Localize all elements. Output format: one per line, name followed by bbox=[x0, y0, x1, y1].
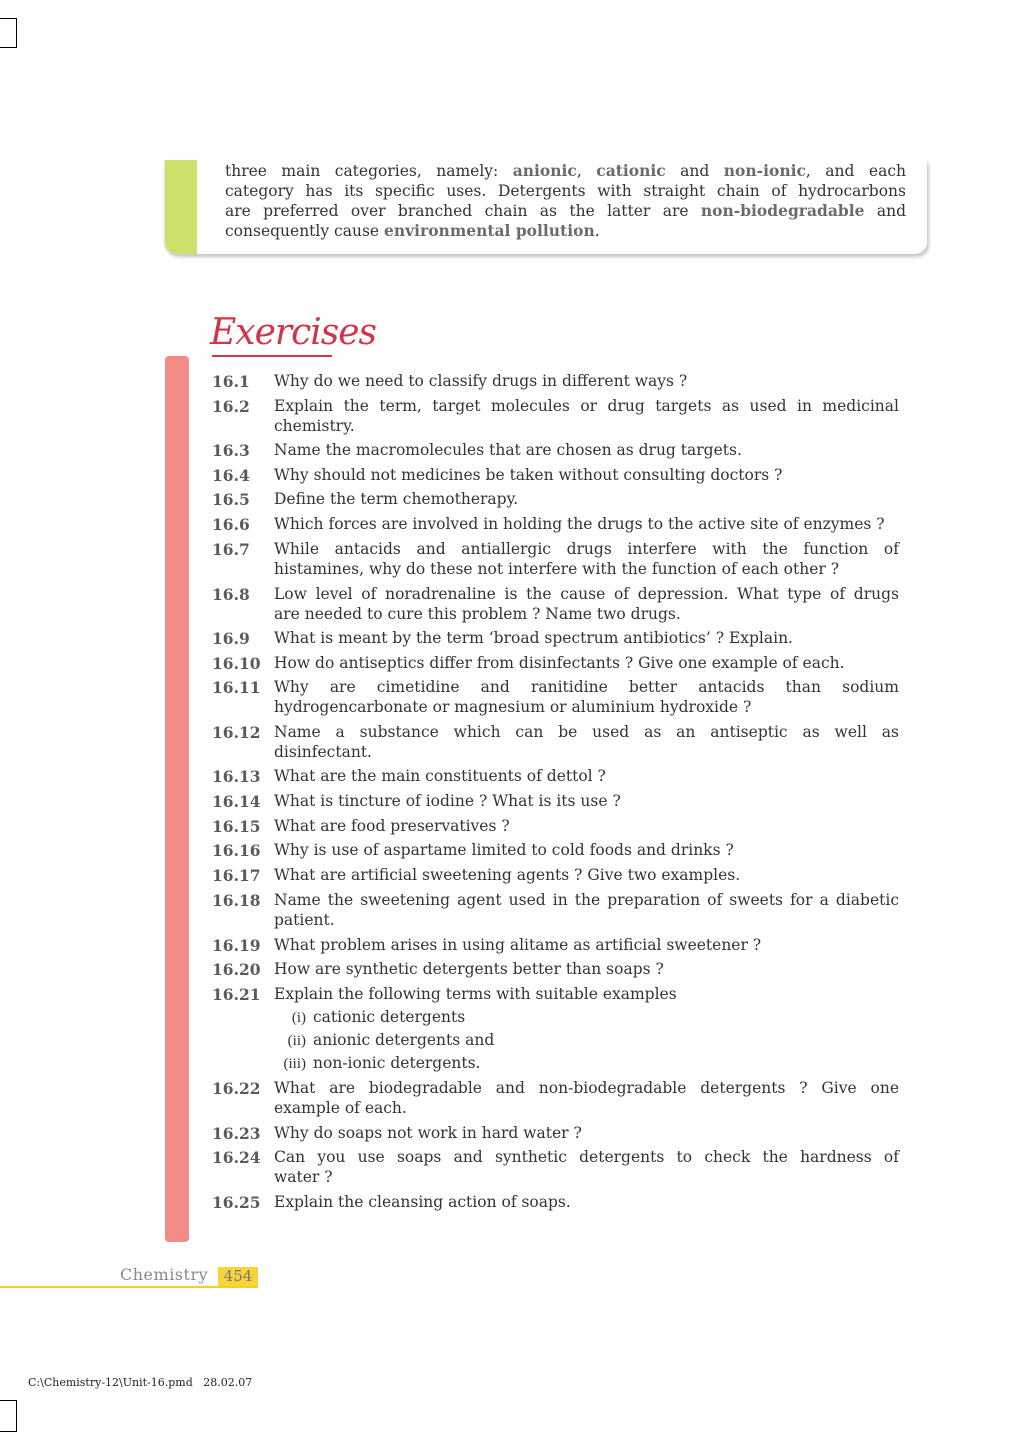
question-line: histamines, why do these not interfere with the function of each other ? bbox=[274, 559, 840, 578]
question-line: Can you use soaps and synthetic detergents to check the hardness of bbox=[274, 1148, 899, 1166]
question-text bbox=[274, 629, 899, 649]
footer-rule bbox=[0, 1286, 258, 1288]
question-line: Explain the term, target molecules or drug targets as used in medicinal bbox=[274, 397, 899, 415]
question-number: 16.10 bbox=[212, 654, 261, 673]
question-text bbox=[274, 817, 899, 837]
question-number: 16.18 bbox=[212, 891, 261, 910]
summary-line bbox=[225, 161, 906, 181]
question-number: 16.5 bbox=[212, 490, 250, 509]
question-line: patient. bbox=[274, 910, 335, 929]
question-line: Define the term chemotherapy. bbox=[274, 490, 519, 508]
question-line: How are synthetic detergents better than soaps ? bbox=[274, 960, 664, 978]
summary-line bbox=[225, 201, 906, 221]
subitem-text: non-ionic detergents. bbox=[313, 1054, 481, 1072]
file-path: C:\Chemistry-12\Unit-16.pmd 28.02.07 bbox=[28, 1376, 253, 1389]
summary-text-segment: are preferred over branched chain as the latter are bbox=[225, 202, 701, 220]
question-line: example of each. bbox=[274, 1098, 407, 1117]
summary-line bbox=[225, 221, 906, 241]
question-text bbox=[274, 678, 899, 717]
question-number: 16.6 bbox=[212, 515, 250, 534]
question-number: 16.4 bbox=[212, 466, 250, 485]
question-number: 16.15 bbox=[212, 817, 261, 836]
question-number: 16.9 bbox=[212, 629, 250, 648]
question-text bbox=[274, 372, 899, 392]
question-line: Low level of noradrenaline is the cause of depression. What type of drugs bbox=[274, 585, 899, 603]
summary-text-segment: and bbox=[665, 162, 724, 180]
question-number: 16.17 bbox=[212, 866, 261, 885]
question-text bbox=[274, 515, 899, 535]
question-number: 16.14 bbox=[212, 792, 261, 811]
subitem-numeral: (i) bbox=[291, 1010, 306, 1026]
summary-keyword: non-ionic bbox=[723, 161, 806, 180]
question-line: What is meant by the term ‘broad spectrum antibiotics’ ? Explain. bbox=[274, 629, 793, 647]
summary-text-segment: , and each bbox=[805, 162, 906, 180]
crop-mark-bottom bbox=[0, 1400, 17, 1432]
question-number: 16.20 bbox=[212, 960, 261, 979]
question-line: hydrogencarbonate or magnesium or aluminium hydroxide ? bbox=[274, 697, 752, 716]
question-text bbox=[274, 654, 899, 674]
question-text bbox=[274, 397, 899, 436]
question-number: 16.25 bbox=[212, 1193, 261, 1212]
question-line: are needed to cure this problem ? Name two drugs. bbox=[274, 604, 681, 623]
question-number: 16.1 bbox=[212, 372, 250, 391]
footer-page-number: 454 bbox=[218, 1267, 258, 1286]
question-line: chemistry. bbox=[274, 416, 355, 435]
summary-text bbox=[225, 161, 906, 241]
subitem-text: anionic detergents and bbox=[313, 1031, 495, 1049]
subitem-text: cationic detergents bbox=[313, 1008, 466, 1026]
question-number: 16.11 bbox=[212, 678, 261, 697]
question-number: 16.2 bbox=[212, 397, 250, 416]
summary-keyword: non-biodegradable bbox=[700, 201, 865, 220]
question-text bbox=[274, 985, 899, 1005]
question-text bbox=[274, 441, 899, 461]
question-line: Why are cimetidine and ranitidine better antacids than sodium bbox=[274, 678, 899, 696]
exercises-accent-bar bbox=[165, 356, 189, 1242]
summary-keyword: cationic bbox=[596, 161, 666, 180]
question-number: 16.8 bbox=[212, 585, 250, 604]
question-number: 16.22 bbox=[212, 1079, 261, 1098]
question-text bbox=[274, 490, 899, 510]
question-number: 16.16 bbox=[212, 841, 261, 860]
question-line: What are artificial sweetening agents ? Give two examples. bbox=[274, 866, 741, 884]
question-number: 16.13 bbox=[212, 767, 261, 786]
crop-mark-top bbox=[0, 18, 17, 48]
question-text bbox=[274, 1193, 899, 1213]
question-text bbox=[274, 1124, 899, 1144]
question-line: Name the macromolecules that are chosen as drug targets. bbox=[274, 441, 742, 459]
subitem-numeral: (ii) bbox=[287, 1033, 306, 1049]
question-text bbox=[274, 1079, 899, 1118]
question-number: 16.7 bbox=[212, 540, 250, 559]
question-text bbox=[274, 585, 899, 624]
summary-line bbox=[225, 181, 906, 201]
summary-accent-bar bbox=[165, 160, 197, 254]
question-line: Why is use of aspartame limited to cold foods and drinks ? bbox=[274, 841, 734, 859]
question-line: What are the main constituents of dettol ? bbox=[274, 767, 606, 785]
summary-text-segment: three main categories, namely: bbox=[225, 162, 513, 180]
question-line: Which forces are involved in holding the drugs to the active site of enzymes ? bbox=[274, 515, 885, 533]
question-text bbox=[274, 936, 899, 956]
question-line: What problem arises in using alitame as artificial sweetener ? bbox=[274, 936, 762, 954]
question-text bbox=[274, 866, 899, 886]
summary-keyword: environmental pollution bbox=[384, 221, 595, 240]
question-text bbox=[274, 1148, 899, 1187]
question-line: What is tincture of iodine ? What is its use ? bbox=[274, 792, 621, 810]
question-text bbox=[274, 723, 899, 762]
question-text bbox=[274, 540, 899, 579]
summary-text-segment: . bbox=[594, 222, 600, 240]
question-line: While antacids and antiallergic drugs interfere with the function of bbox=[274, 540, 899, 558]
question-line: water ? bbox=[274, 1167, 333, 1186]
question-line: Name a substance which can be used as an antiseptic as well as bbox=[274, 723, 899, 741]
question-subitem bbox=[272, 1054, 480, 1075]
exercises-title: Exercises bbox=[210, 312, 377, 353]
question-line: Why should not medicines be taken without consulting doctors ? bbox=[274, 466, 783, 484]
question-line: What are biodegradable and non-biodegradable detergents ? Give one bbox=[274, 1079, 899, 1097]
question-text bbox=[274, 960, 899, 980]
question-line: Why do we need to classify drugs in different ways ? bbox=[274, 372, 688, 390]
summary-text-segment: , bbox=[576, 162, 597, 180]
summary-text-segment: category has its specific uses. Detergents with straight chain of hydrocarbons bbox=[225, 182, 906, 200]
question-text bbox=[274, 466, 899, 486]
question-subitem bbox=[272, 1008, 465, 1029]
summary-box bbox=[165, 160, 927, 254]
question-text bbox=[274, 792, 899, 812]
question-text bbox=[274, 891, 899, 930]
question-line: Explain the following terms with suitable examples bbox=[274, 985, 677, 1003]
question-line: disinfectant. bbox=[274, 742, 372, 761]
summary-text-segment: consequently cause bbox=[225, 222, 385, 240]
footer-book-title: Chemistry bbox=[120, 1265, 209, 1284]
question-line: Why do soaps not work in hard water ? bbox=[274, 1124, 582, 1142]
question-number: 16.3 bbox=[212, 441, 250, 460]
question-number: 16.21 bbox=[212, 985, 261, 1004]
question-subitem bbox=[272, 1031, 494, 1052]
question-number: 16.19 bbox=[212, 936, 261, 955]
question-text bbox=[274, 841, 899, 861]
question-line: How do antiseptics differ from disinfectants ? Give one example of each. bbox=[274, 654, 845, 672]
exercises-title-underline bbox=[212, 355, 332, 357]
question-number: 16.24 bbox=[212, 1148, 261, 1167]
summary-text-segment: and bbox=[864, 202, 906, 220]
question-line: What are food preservatives ? bbox=[274, 817, 510, 835]
question-line: Explain the cleansing action of soaps. bbox=[274, 1193, 571, 1211]
question-number: 16.23 bbox=[212, 1124, 261, 1143]
subitem-numeral: (iii) bbox=[283, 1056, 306, 1072]
question-text bbox=[274, 767, 899, 787]
question-number: 16.12 bbox=[212, 723, 261, 742]
question-line: Name the sweetening agent used in the preparation of sweets for a diabetic bbox=[274, 891, 899, 909]
summary-keyword: anionic bbox=[512, 161, 577, 180]
